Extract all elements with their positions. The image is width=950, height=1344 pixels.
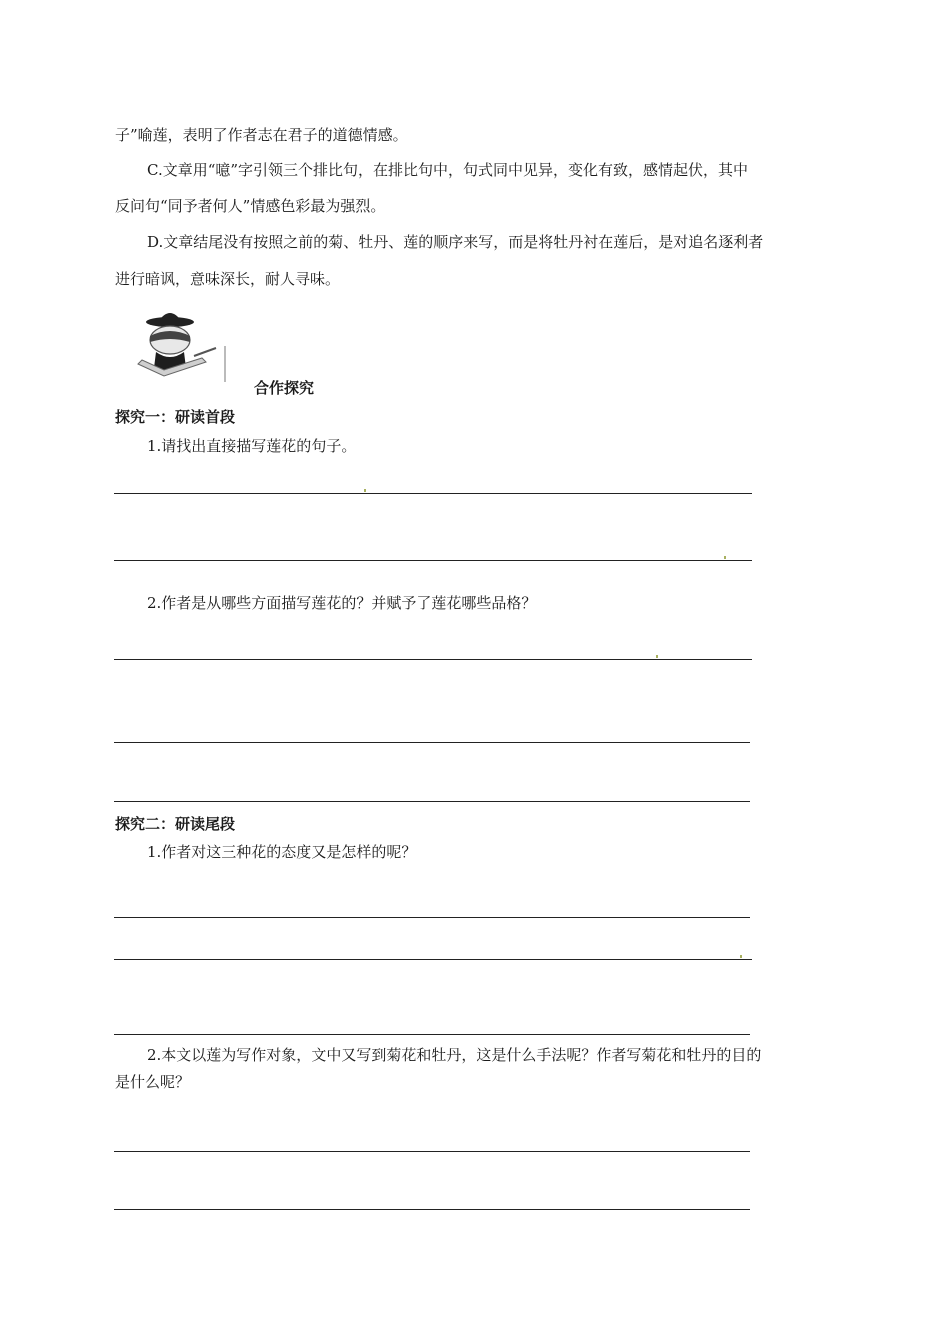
mark-dot — [656, 655, 658, 658]
mark-dot — [364, 489, 366, 492]
mark-dot — [724, 556, 726, 559]
answer-line[interactable] — [114, 560, 752, 561]
option-b-continuation: 子”喻莲，表明了作者志在君子的道德情感。 — [115, 126, 408, 144]
inquiry-2-heading: 探究二：研读尾段 — [115, 815, 236, 833]
inquiry-1-question-1: 1.请找出直接描写莲花的句子。 — [147, 437, 357, 455]
inquiry-2-question-1: 1.作者对这三种花的态度又是怎样的呢？ — [147, 843, 417, 861]
answer-line[interactable] — [114, 659, 752, 660]
answer-line[interactable] — [114, 1034, 750, 1035]
answer-line[interactable] — [114, 917, 750, 918]
answer-line[interactable] — [114, 742, 750, 743]
answer-line[interactable] — [114, 1151, 750, 1152]
option-c-line1: C.文章用“噫”字引领三个排比句，在排比句中，句式同中见异，变化有致，感情起伏，其中 — [147, 161, 749, 179]
section-title: 合作探究 — [254, 379, 315, 397]
answer-line[interactable] — [114, 801, 750, 802]
option-c-line2: 反问句“同予者何人”情感色彩最为强烈。 — [115, 197, 386, 215]
option-d-line2: 进行暗讽，意味深长，耐人寻味。 — [115, 270, 341, 288]
answer-line[interactable] — [114, 493, 752, 494]
option-d-line1: D.文章结尾没有按照之前的菊、牡丹、莲的顺序来写，而是将牡丹衬在莲后，是对追名逐利者 — [147, 233, 764, 251]
inquiry-1-heading: 探究一：研读首段 — [115, 408, 236, 426]
answer-line[interactable] — [114, 1209, 750, 1210]
mark-dot — [740, 955, 742, 958]
inquiry-1-question-2: 2.作者是从哪些方面描写莲花的？并赋予了莲花哪些品格？ — [147, 594, 537, 612]
inquiry-2-question-2-line1: 2.本文以莲为写作对象，文中又写到菊花和牡丹，这是什么手法呢？作者写菊花和牡丹的目的 — [147, 1046, 762, 1064]
inquiry-2-question-2-line2: 是什么呢？ — [115, 1073, 191, 1091]
reading-figure-icon — [128, 306, 232, 386]
answer-line[interactable] — [114, 959, 752, 960]
